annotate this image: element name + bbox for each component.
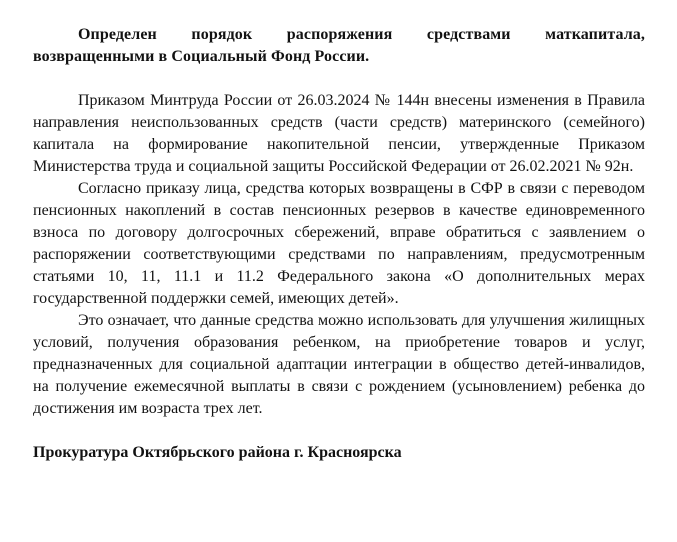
document-title: Определен порядок распоряжения средствами маткапитала, возвращенными в Социальный Фонд России. [33,26,645,65]
paragraph-entitlement: Согласно приказу лица, средства которых возвращены в СФР в связи с переводом пенсионных накоплений в состав пенсионных резервов в качестве единовременного взноса по договору долгосрочных сбережений, вправе обратиться с заявлением о распоряжении соответствующими средствами по направлениям, предусмотренным статьями 10, 11, 11.1 и 11.2 Федерального закона «О дополнительных мерах государственной поддержки семей, имеющих детей». [33,180,645,307]
signature-line: Прокуратура Октябрьского района г. Красноярска [33,444,402,461]
paragraph-usage-directions: Это означает, что данные средства можно использовать для улучшения жилищных условий, получения образования ребенком, на приобретение товаров и услуг, предназначенных для социальной адаптации интеграции в общество детей-инвалидов, на получение ежемесячной выплаты в связи с рождением (усыновлением) ребенка до достижения им возраста трех лет. [33,312,645,417]
paragraph-order-amendment: Приказом Минтруда России от 26.03.2024 № 144н внесены изменения в Правила направления неиспользованных средств (части средств) материнского (семейного) капитала на формирование накопительной пенсии, утвержденные Приказом Министерства труда и социальной защиты Российской Федерации от 26.02.2021 № 92н. [33,92,645,175]
